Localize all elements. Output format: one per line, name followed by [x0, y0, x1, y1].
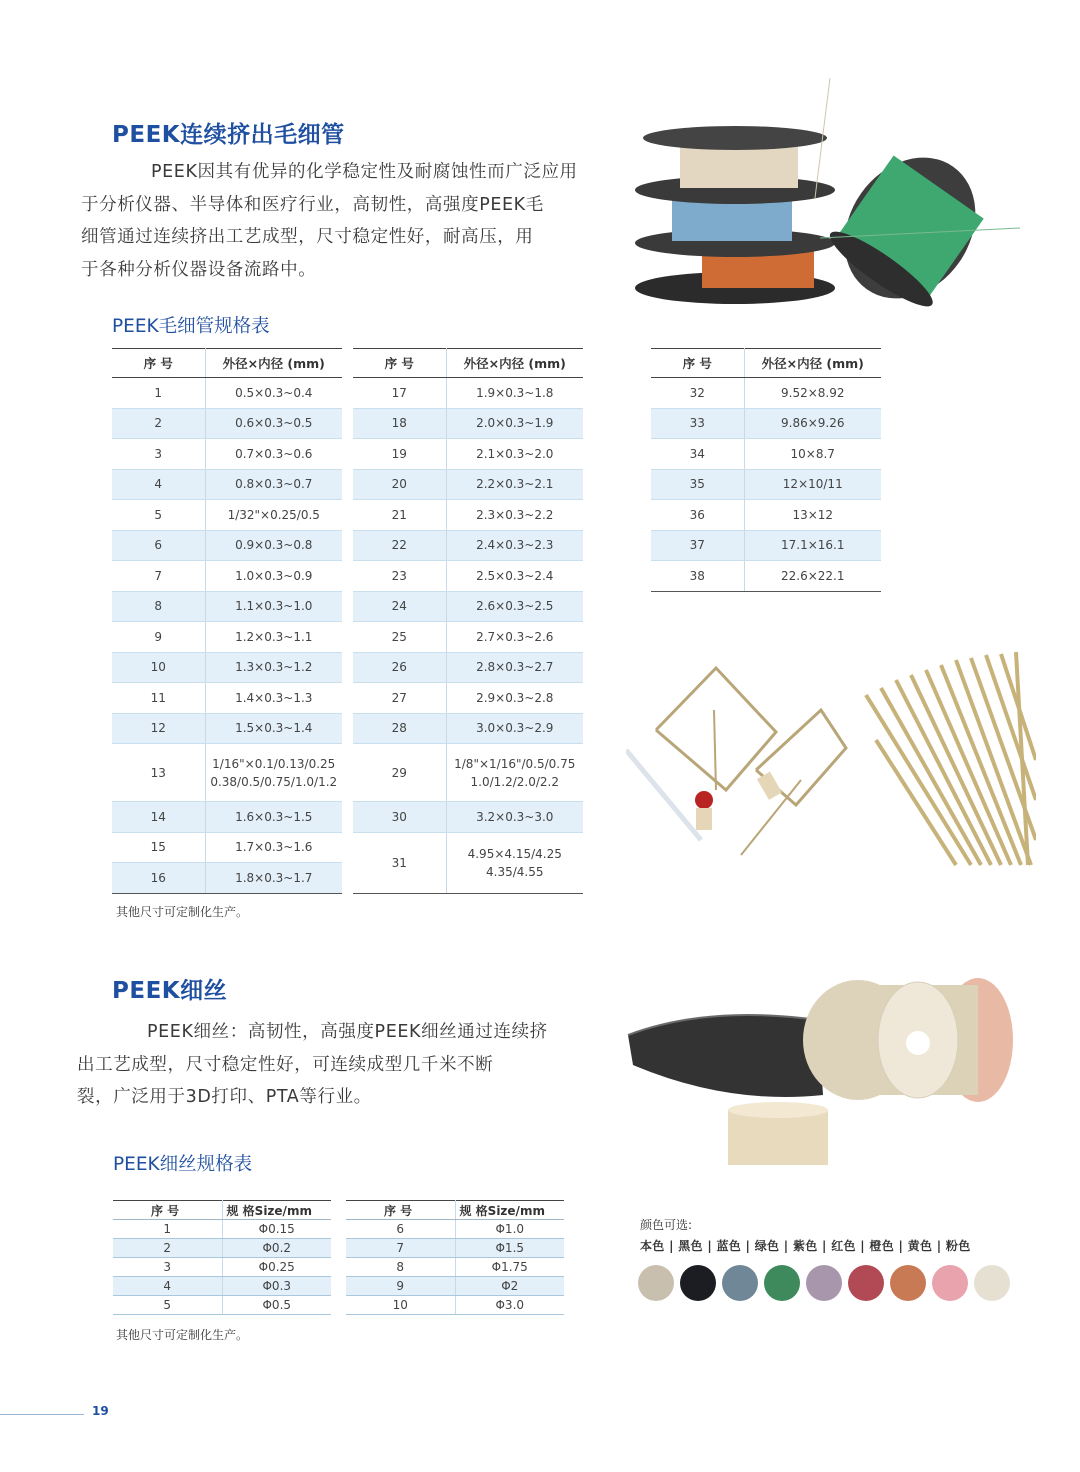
cell-no: 36 [651, 500, 744, 531]
cell-no: 28 [353, 713, 446, 744]
cell-size-multiline [446, 744, 583, 802]
cell-no: 19 [353, 439, 446, 470]
cell-no: 22 [353, 530, 446, 561]
cell-no: 10 [112, 652, 205, 683]
cell-size: 2.1×0.3~2.0 [446, 439, 583, 470]
cell-line: 0.38/0.5/0.75/1.0/1.2 [210, 774, 338, 789]
capillary-note: 其他尺寸可定制化生产。 [116, 905, 249, 919]
capillary-table-1 [112, 348, 342, 894]
section-title-capillary: PEEK连续挤出毛细管 [112, 122, 345, 148]
footer-line [0, 1414, 84, 1415]
cell-no: 11 [112, 683, 205, 714]
cell-size: 2.8×0.3~2.7 [446, 652, 583, 683]
cell-no: 7 [112, 561, 205, 592]
filament-description [77, 1016, 582, 1114]
cell-no: 3 [113, 1258, 222, 1277]
para-line: PEEK因其有优异的化学稳定性及耐腐蚀性而广泛应用 [151, 162, 578, 182]
cell-no: 17 [353, 378, 446, 409]
cell-no: 13 [112, 744, 205, 802]
cell-size: 0.9×0.3~0.8 [205, 530, 342, 561]
cell-size: 0.7×0.3~0.6 [205, 439, 342, 470]
cell-no: 5 [113, 1296, 222, 1315]
cell-size: 1.7×0.3~1.6 [205, 832, 342, 863]
cell-no: 34 [651, 439, 744, 470]
cell-size: 2.7×0.3~2.6 [446, 622, 583, 653]
cell-size: 2.6×0.3~2.5 [446, 591, 583, 622]
cell-no: 20 [353, 469, 446, 500]
cell-no: 9 [346, 1277, 455, 1296]
cell-size: 2.3×0.3~2.2 [446, 500, 583, 531]
col-header-size: 外径×内径 (mm) [446, 349, 583, 378]
cell-size: Φ2 [455, 1277, 564, 1296]
cell-no: 8 [112, 591, 205, 622]
cell-no: 24 [353, 591, 446, 622]
cell-size: 3.2×0.3~3.0 [446, 802, 583, 833]
cell-size: Φ0.2 [222, 1239, 331, 1258]
cell-size: Φ1.0 [455, 1220, 564, 1239]
para-line: 于各种分析仪器设备流路中。 [81, 259, 317, 280]
cell-no: 6 [112, 530, 205, 561]
color-swatch [932, 1265, 968, 1301]
cell-size: 1.0×0.3~0.9 [205, 561, 342, 592]
cell-no: 9 [112, 622, 205, 653]
spools-photo [620, 78, 1040, 318]
color-swatch [638, 1265, 674, 1301]
filament-table-2 [346, 1200, 564, 1315]
cell-size: 22.6×22.1 [744, 561, 881, 592]
cell-size: 2.2×0.3~2.1 [446, 469, 583, 500]
cell-no: 25 [353, 622, 446, 653]
cell-no: 31 [353, 832, 446, 893]
cell-no: 30 [353, 802, 446, 833]
cell-no: 32 [651, 378, 744, 409]
cell-no: 38 [651, 561, 744, 592]
cell-no: 29 [353, 744, 446, 802]
cell-size: Φ0.5 [222, 1296, 331, 1315]
cell-size: Φ0.25 [222, 1258, 331, 1277]
cell-size: 3.0×0.3~2.9 [446, 713, 583, 744]
cell-size: 1.1×0.3~1.0 [205, 591, 342, 622]
cell-line: 1.0/1.2/2.0/2.2 [470, 774, 559, 789]
cell-no: 33 [651, 408, 744, 439]
cell-size-multiline [446, 832, 583, 893]
cell-size-multiline [205, 744, 342, 802]
cell-no: 4 [113, 1277, 222, 1296]
col-header-no: 序 号 [113, 1201, 222, 1220]
col-header-no: 序 号 [651, 349, 744, 378]
cell-size: 13×12 [744, 500, 881, 531]
cell-no: 26 [353, 652, 446, 683]
filament-photo [618, 975, 1023, 1175]
cell-size: 0.5×0.3~0.4 [205, 378, 342, 409]
cell-no: 1 [112, 378, 205, 409]
cell-size: 9.86×9.26 [744, 408, 881, 439]
cell-no: 18 [353, 408, 446, 439]
para-line: 于分析仪器、半导体和医疗行业，高韧性，高强度PEEK毛 [81, 194, 544, 215]
col-header-size: 外径×内径 (mm) [744, 349, 881, 378]
cell-no: 16 [112, 863, 205, 894]
cell-line: 4.95×4.15/4.25 [467, 846, 562, 861]
cell-no: 23 [353, 561, 446, 592]
cell-line: 1/16"×0.1/0.13/0.25 [212, 756, 336, 771]
color-swatch [848, 1265, 884, 1301]
cell-size: 0.8×0.3~0.7 [205, 469, 342, 500]
cell-size: 2.5×0.3~2.4 [446, 561, 583, 592]
cell-no: 10 [346, 1296, 455, 1315]
col-header-size: 规 格Size/mm [222, 1201, 331, 1220]
cell-size: 1.9×0.3~1.8 [446, 378, 583, 409]
cell-size: Φ1.75 [455, 1258, 564, 1277]
col-header-size: 规 格Size/mm [455, 1201, 564, 1220]
color-swatch [722, 1265, 758, 1301]
cell-no: 21 [353, 500, 446, 531]
color-swatch [890, 1265, 926, 1301]
cell-size: 0.6×0.3~0.5 [205, 408, 342, 439]
tubing-photo [626, 640, 1036, 870]
cell-line: 4.35/4.55 [486, 864, 544, 879]
cell-line: 1/8"×1/16"/0.5/0.75 [454, 756, 576, 771]
cell-no: 7 [346, 1239, 455, 1258]
cell-no: 1 [113, 1220, 222, 1239]
cell-no: 2 [112, 408, 205, 439]
cell-size: 1.6×0.3~1.5 [205, 802, 342, 833]
capillary-description [81, 156, 596, 286]
cell-no: 15 [112, 832, 205, 863]
cell-no: 14 [112, 802, 205, 833]
cell-no: 35 [651, 469, 744, 500]
cell-no: 3 [112, 439, 205, 470]
cell-size: 2.4×0.3~2.3 [446, 530, 583, 561]
capillary-table-title: PEEK毛细管规格表 [112, 316, 270, 337]
cell-size: 1.2×0.3~1.1 [205, 622, 342, 653]
cell-size: 1.4×0.3~1.3 [205, 683, 342, 714]
capillary-table-3 [651, 348, 881, 592]
colors-names: 本色 | 黑色 | 蓝色 | 绿色 | 紫色 | 红色 | 橙色 | 黄色 | 粉色 [640, 1239, 971, 1253]
filament-note: 其他尺寸可定制化生产。 [116, 1328, 249, 1342]
cell-size: 1.8×0.3~1.7 [205, 863, 342, 894]
cell-size: 10×8.7 [744, 439, 881, 470]
section-title-filament: PEEK细丝 [112, 978, 228, 1004]
para-line: 出工艺成型，尺寸稳定性好，可连续成型几千米不断 [77, 1054, 494, 1075]
color-swatch [680, 1265, 716, 1301]
para-line: 细管通过连续挤出工艺成型，尺寸稳定性好，耐高压，用 [81, 227, 534, 247]
cell-size: Φ3.0 [455, 1296, 564, 1315]
filament-table-1 [113, 1200, 331, 1315]
capillary-table-2 [353, 348, 583, 894]
cell-no: 4 [112, 469, 205, 500]
col-header-no: 序 号 [346, 1201, 455, 1220]
cell-size: 12×10/11 [744, 469, 881, 500]
para-line: PEEK细丝：高韧性，高强度PEEK细丝通过连续挤 [147, 1022, 548, 1042]
col-header-size: 外径×内径 (mm) [205, 349, 342, 378]
para-line: 裂，广泛用于3D打印、PTA等行业。 [77, 1087, 372, 1107]
cell-no: 6 [346, 1220, 455, 1239]
cell-size: 1/32"×0.25/0.5 [205, 500, 342, 531]
cell-size: 17.1×16.1 [744, 530, 881, 561]
cell-no: 5 [112, 500, 205, 531]
cell-size: 9.52×8.92 [744, 378, 881, 409]
cell-no: 27 [353, 683, 446, 714]
cell-size: 1.5×0.3~1.4 [205, 713, 342, 744]
cell-size: 1.3×0.3~1.2 [205, 652, 342, 683]
col-header-no: 序 号 [353, 349, 446, 378]
colors-label: 颜色可选: [640, 1218, 693, 1232]
cell-size: Φ0.15 [222, 1220, 331, 1239]
cell-size: 2.9×0.3~2.8 [446, 683, 583, 714]
cell-no: 8 [346, 1258, 455, 1277]
cell-no: 12 [112, 713, 205, 744]
cell-size: 2.0×0.3~1.9 [446, 408, 583, 439]
cell-size: Φ0.3 [222, 1277, 331, 1296]
col-header-no: 序 号 [112, 349, 205, 378]
cell-size: Φ1.5 [455, 1239, 564, 1258]
color-swatch [764, 1265, 800, 1301]
page-number: 19 [92, 1404, 109, 1418]
filament-table-title: PEEK细丝规格表 [113, 1154, 253, 1175]
color-swatch [974, 1265, 1010, 1301]
cell-no: 37 [651, 530, 744, 561]
color-swatch [806, 1265, 842, 1301]
cell-no: 2 [113, 1239, 222, 1258]
